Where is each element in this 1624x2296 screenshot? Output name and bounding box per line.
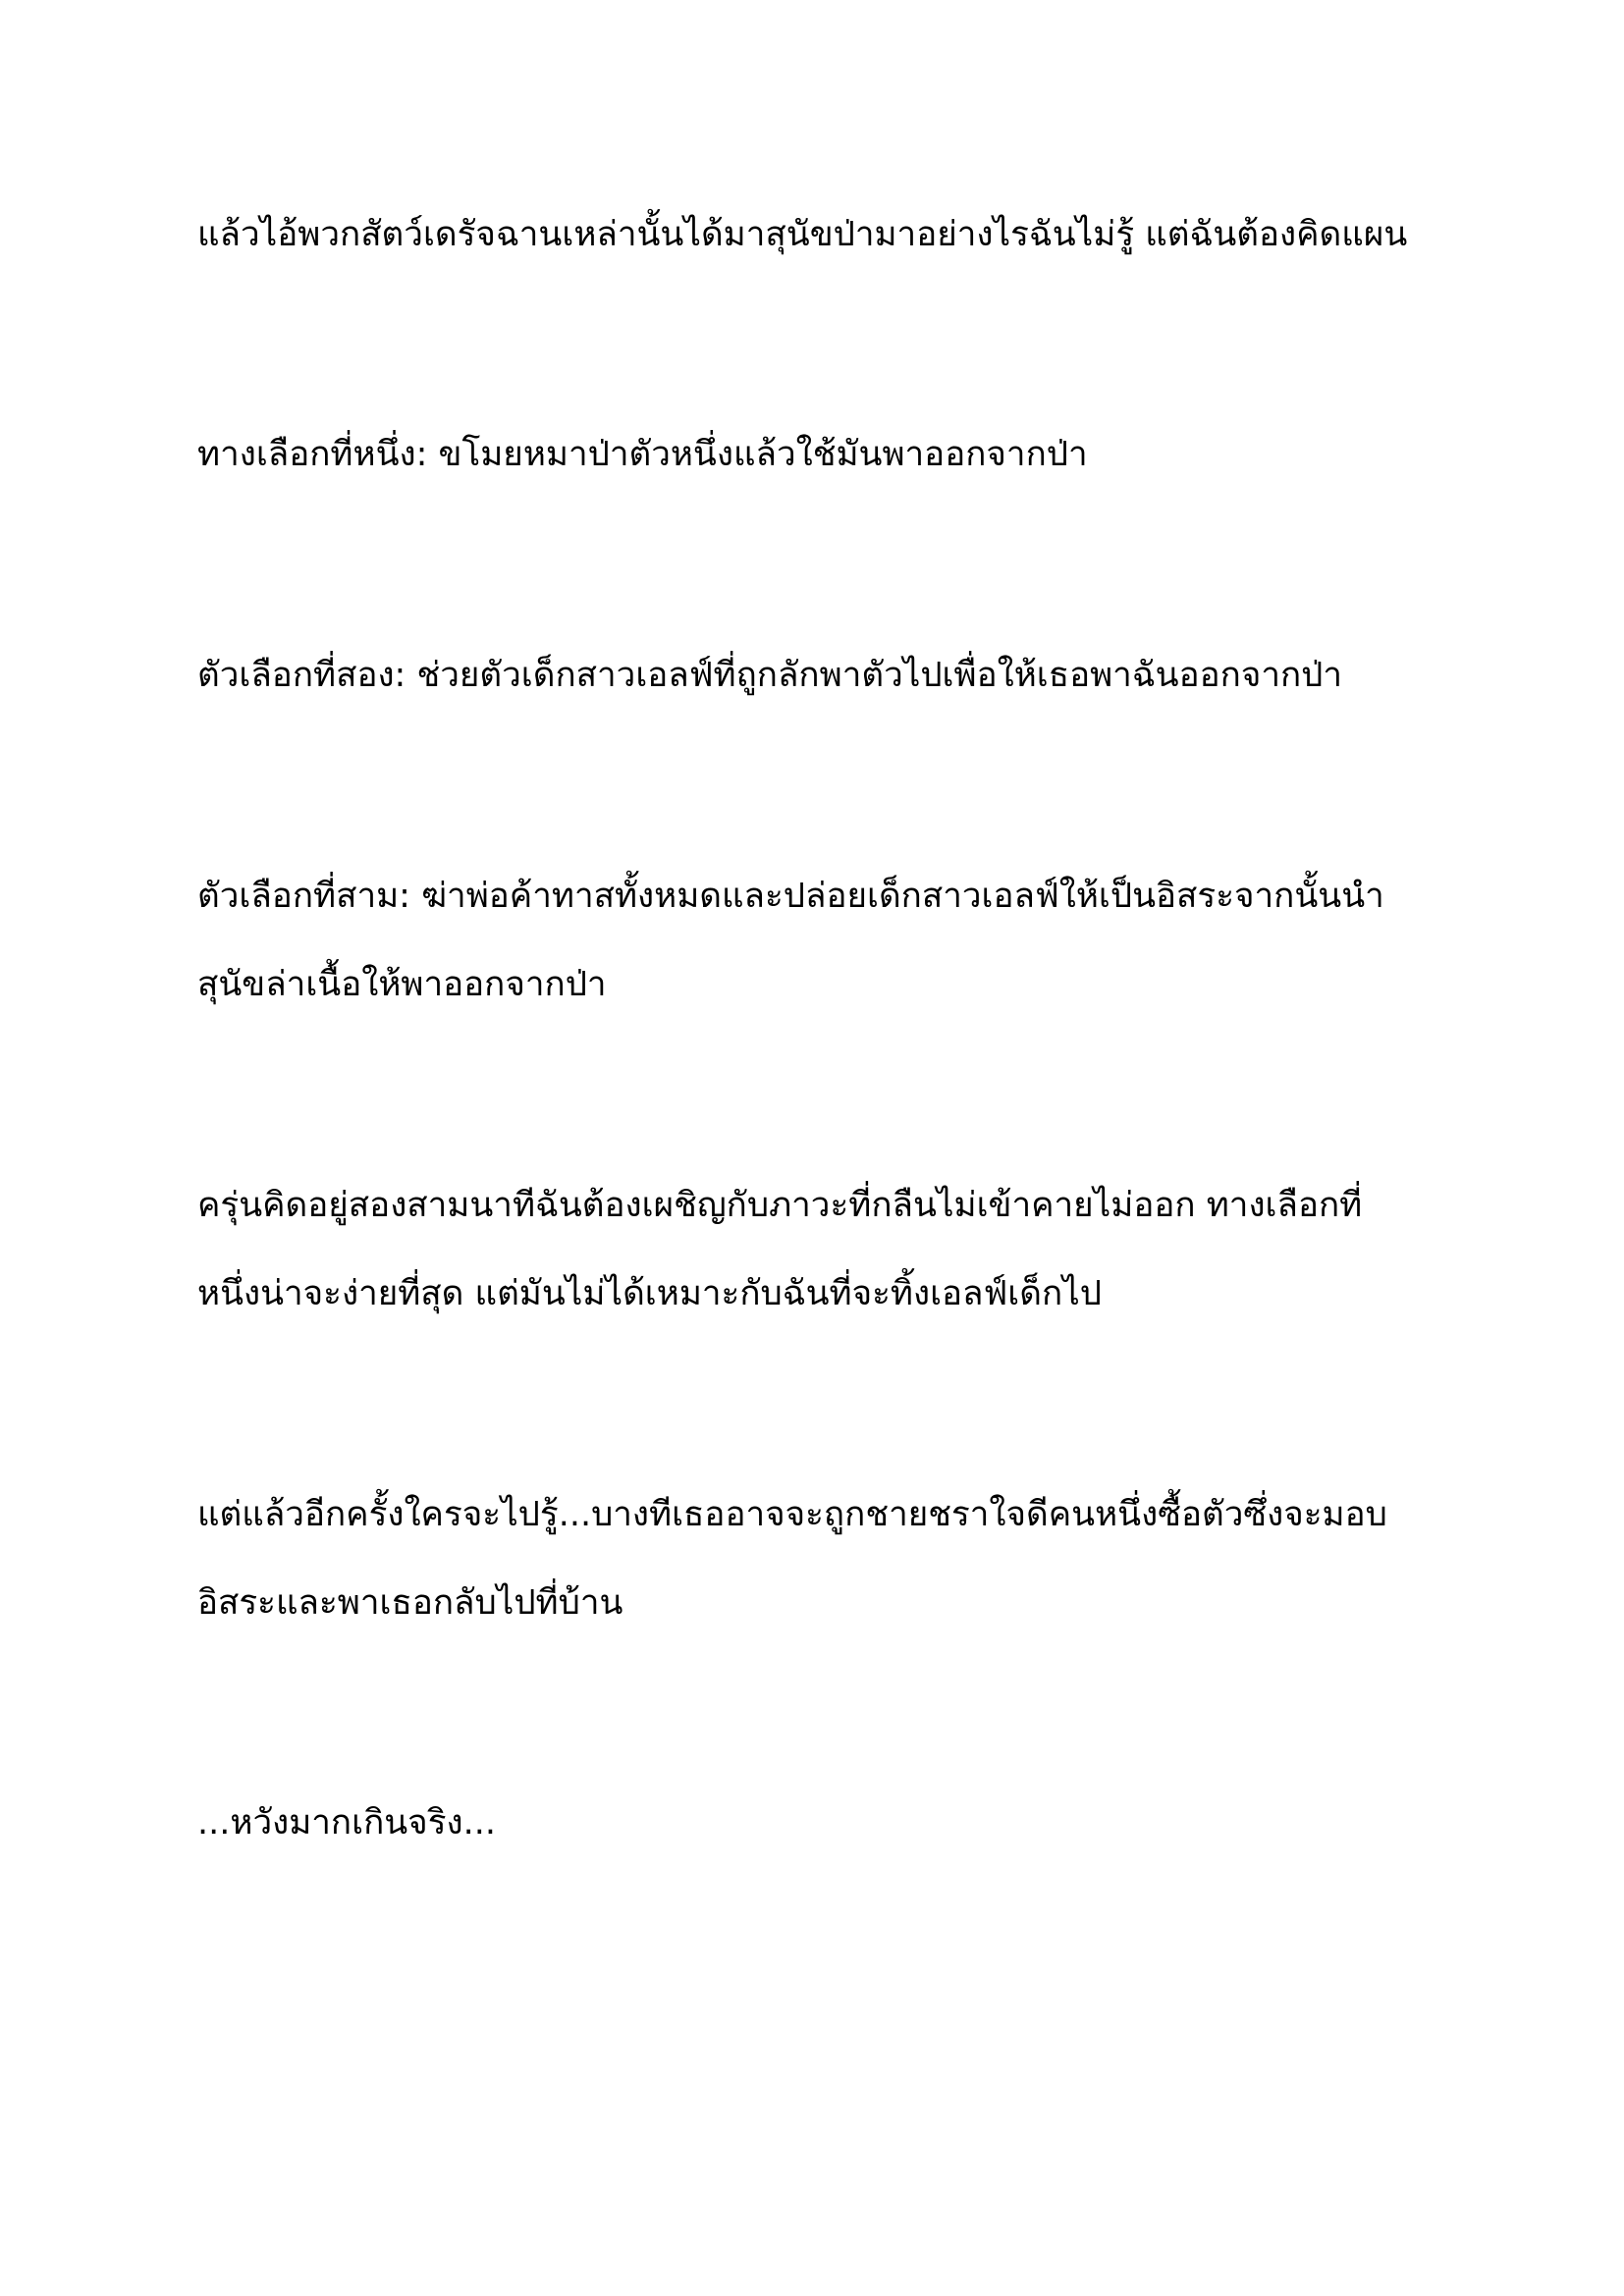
paragraph-hope <box>197 1470 1435 1647</box>
text-line: ตัวเลือกที่สาม: ฆ่าพ่อค้าทาสทั้งหมดและปล่อยเด็กสาวเอลฟ์ให้เป็นอิสระจากนั้นนำ <box>197 877 1384 916</box>
text-line: ครุ่นคิดอยู่สองสามนาทีฉันต้องเผชิญกับภาวะที่กลืนไม่เข้าคายไม่ออก ทางเลือกที่ <box>197 1186 1363 1225</box>
text-line: แต่แล้วอีกครั้งใครจะไปรู้...บางทีเธออาจจะถูกชายชราใจดีคนหนึ่งซื้อตัวซึ่งจะมอบ <box>197 1495 1387 1534</box>
paragraph-option-one <box>197 410 1435 499</box>
text-line: ...หวังมากเกินจริง... <box>197 1803 496 1842</box>
paragraph-closing <box>197 1779 1435 1867</box>
text-line: ตัวเลือกที่สอง: ช่วยตัวเด็กสาวเอลฟ์ที่ถูกลักพาตัวไปเพื่อให้เธอพาฉันออกจากป่า <box>197 656 1343 695</box>
text-line: หนึ่งน่าจะง่ายที่สุด แต่มันไม่ได้เหมาะกับฉันที่จะทิ้งเอลฟ์เด็กไป <box>197 1274 1102 1313</box>
text-line: แล้วไอ้พวกสัตว์เดรัจฉานเหล่านั้นได้มาสุนัขป่ามาอย่างไรฉันไม่รู้ แต่ฉันต้องคิดแผน <box>197 215 1408 254</box>
text-line: ทางเลือกที่หนึ่ง: ขโมยหมาป่าตัวหนึ่งแล้วใช้มันพาออกจากป่า <box>197 435 1088 474</box>
text-line: อิสระและพาเธอกลับไปที่บ้าน <box>197 1583 623 1623</box>
paragraph-option-three <box>197 852 1435 1029</box>
paragraph-option-two <box>197 631 1435 720</box>
paragraph-1 <box>197 190 1435 279</box>
text-line: สุนัขล่าเนื้อให้พาออกจากป่า <box>197 965 607 1004</box>
paragraph-dilemma <box>197 1161 1435 1338</box>
